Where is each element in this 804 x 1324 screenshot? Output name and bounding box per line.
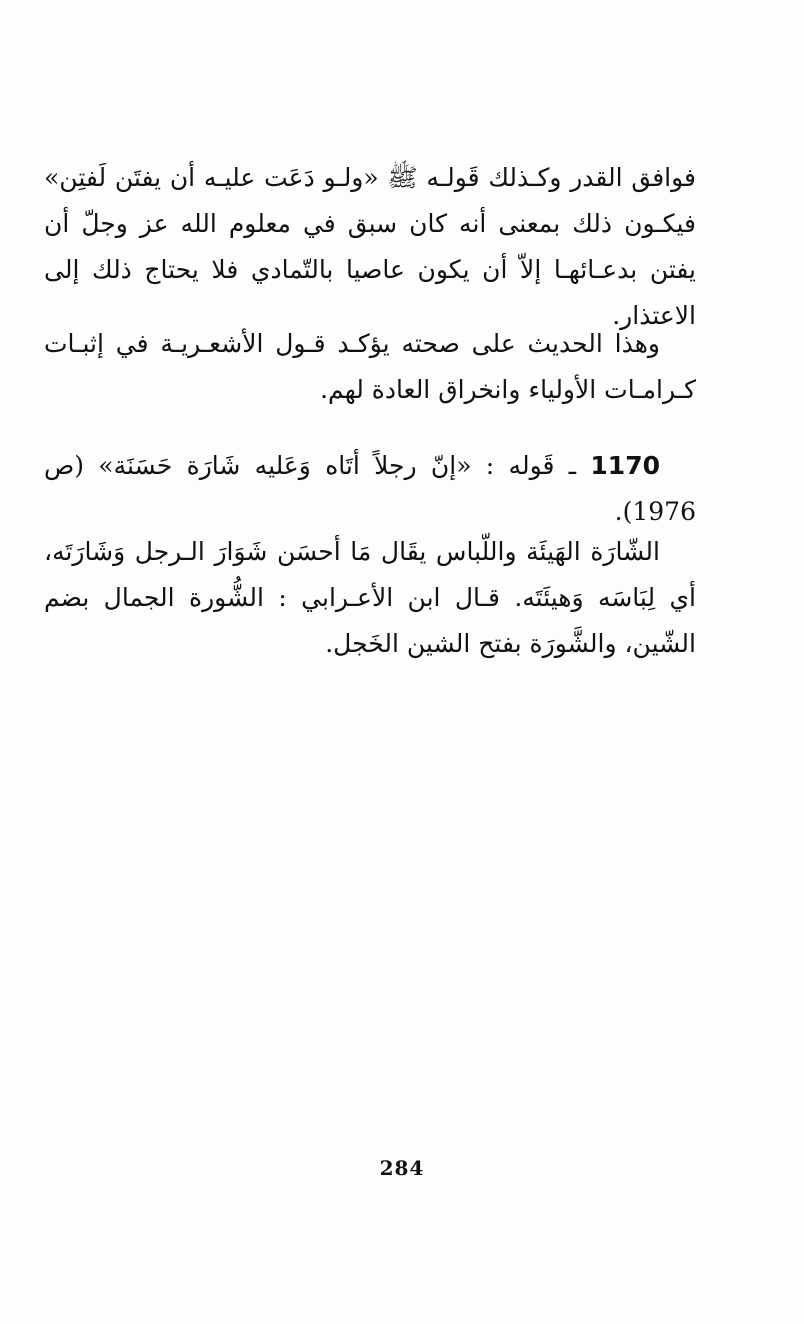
page-number: 284 — [379, 1156, 425, 1180]
entry-number: 1170 — [590, 451, 660, 480]
paragraph-hadith-entry — [44, 443, 696, 535]
paragraph-definition: الشّارَة الهَيئَة واللّباس يقَال مَا أحسَن شَوَارَ الـرجل وَشَارَتَه، أي لِبَاسَه وَهيئَتَه. قـال ابن الأعـرابي : الشُّورة الجمال بضم الشّين، والشَّورَة بفتح الشين الخَجل. — [44, 537, 696, 658]
entry-text: ـ قَوله : «إنّ رجلاً أتَاه وَعَليه شَارَة حَسَنَة» (ص 1976). — [44, 451, 696, 526]
paragraph-commentary-2: وهذا الحديث على صحته يؤكـد قـول الأشعـريـة في إثبـات كـرامـات الأولياء وانخراق العادة لهم. — [44, 329, 696, 404]
paragraph-commentary-1: فوافق القدر وكـذلك قَولـه ﷺ «ولـو دَعَت عليـه أن يفتَن لَفتِن» فيكـون ذلك بمعنى أنه كان سبق في معلوم الله عز وجلّ أن يفتن بدعـائهـا إلاّ أن يكون عاصيا بالتّمادي فلا يحتاج ذلك إلى الاعتذار. — [44, 163, 697, 330]
